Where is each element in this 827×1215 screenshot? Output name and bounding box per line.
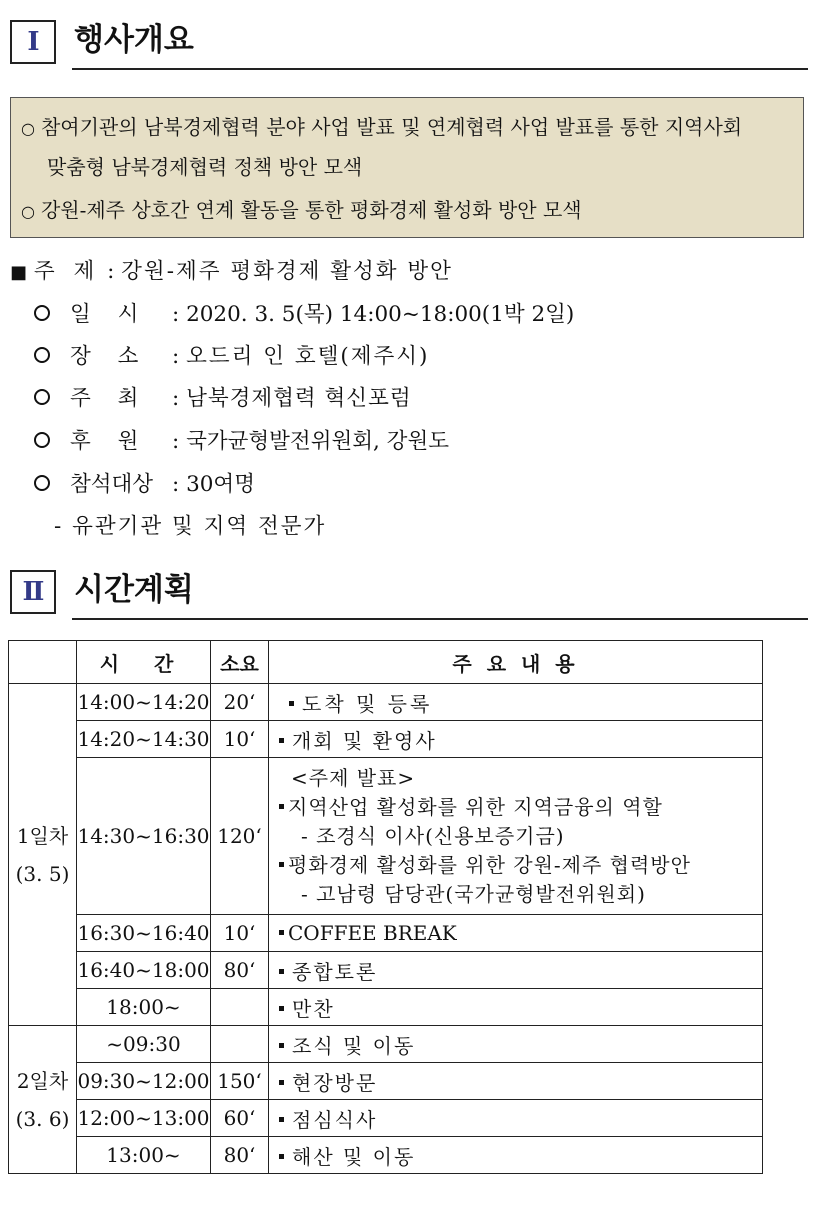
section-1-rule bbox=[72, 68, 808, 70]
section-1-numeral: Ⅰ bbox=[27, 27, 39, 57]
duration-cell: 150‘ bbox=[211, 1063, 269, 1100]
square-bullet-icon bbox=[279, 1117, 284, 1122]
table-row bbox=[9, 758, 763, 915]
content-cell bbox=[269, 1100, 763, 1137]
time-cell: 16:30~16:40 bbox=[77, 915, 211, 952]
section-1-numeral-box bbox=[10, 20, 56, 64]
section-2-rule bbox=[72, 618, 808, 620]
detail-sponsor: 후 원 : 국가균형발전위원회, 강원도 bbox=[34, 427, 449, 457]
table-row bbox=[9, 721, 763, 758]
detail-label: 주 최 bbox=[70, 386, 149, 411]
detail-label: 장 소 bbox=[70, 344, 149, 369]
time-cell: 12:00~13:00 bbox=[77, 1100, 211, 1137]
table-row bbox=[9, 1137, 763, 1174]
duration-cell: 80‘ bbox=[211, 1137, 269, 1174]
theme-line: ■ 주 제 : 강원-제주 평화경제 활성화 방안 bbox=[10, 259, 453, 284]
duration-cell: 80‘ bbox=[211, 952, 269, 989]
detail-value: 2020. 3. 5(목) 14:00~18:00(1박 2일) bbox=[186, 302, 575, 327]
circle-bullet-icon bbox=[34, 475, 50, 491]
circle-bullet-icon: ○ bbox=[21, 119, 35, 138]
content-heading: <주제 발표> bbox=[291, 765, 416, 790]
square-bullet-icon bbox=[279, 1154, 284, 1159]
day-1-date: (3. 5) bbox=[15, 861, 70, 886]
square-bullet-icon bbox=[279, 1043, 284, 1048]
duration-cell: 10‘ bbox=[211, 721, 269, 758]
detail-label: 참석대상 bbox=[70, 472, 154, 497]
overview-line-1 bbox=[21, 113, 742, 143]
content-cell bbox=[269, 1026, 763, 1063]
header-day bbox=[9, 641, 77, 684]
overview-box bbox=[10, 97, 804, 238]
content-cell bbox=[269, 758, 763, 915]
time-cell: 18:00~ bbox=[77, 989, 211, 1026]
detail-venue: 장 소 : 오드리 인 호텔(제주시) bbox=[34, 342, 429, 372]
content-text: 평화경제 활성화를 위한 강원-제주 협력방안 bbox=[288, 852, 691, 877]
theme-label: 주 제 bbox=[33, 259, 101, 284]
circle-bullet-icon bbox=[34, 305, 50, 321]
table-row bbox=[9, 952, 763, 989]
table-header-row bbox=[9, 641, 763, 684]
content-cell bbox=[269, 684, 763, 721]
duration-cell: 60‘ bbox=[211, 1100, 269, 1137]
content-cell bbox=[269, 915, 763, 952]
overview-text-2: 맞춤형 남북경제협력 정책 방안 모색 bbox=[47, 155, 363, 179]
duration-cell: 10‘ bbox=[211, 915, 269, 952]
content-item bbox=[269, 793, 762, 822]
header-duration: 소요 bbox=[211, 641, 269, 684]
content-cell bbox=[269, 721, 763, 758]
square-bullet-icon bbox=[289, 701, 294, 706]
content-cell bbox=[269, 1137, 763, 1174]
schedule-table bbox=[8, 640, 763, 1174]
overview-line-3 bbox=[21, 196, 582, 226]
day-1-cell bbox=[9, 684, 77, 1026]
square-bullet-icon: ■ bbox=[10, 262, 28, 283]
square-bullet-icon bbox=[279, 1006, 284, 1011]
content-text: 만찬 bbox=[292, 996, 335, 1021]
detail-value: 30여명 bbox=[186, 472, 255, 497]
circle-bullet-icon bbox=[34, 432, 50, 448]
table-row bbox=[9, 1100, 763, 1137]
section-1-title: 행사개요 bbox=[74, 22, 194, 58]
square-bullet-icon bbox=[279, 930, 284, 935]
day-1-label: 1일차 bbox=[16, 823, 69, 848]
content-text: 개회 및 환영사 bbox=[292, 728, 437, 753]
overview-text-3: 강원-제주 상호간 연계 활동을 통한 평화경제 활성화 방안 모색 bbox=[40, 198, 582, 222]
content-text: 해산 및 이동 bbox=[292, 1144, 416, 1169]
time-cell: 09:30~12:00 bbox=[77, 1063, 211, 1100]
overview-line-2 bbox=[47, 153, 362, 181]
content-text: 조식 및 이동 bbox=[292, 1033, 416, 1058]
content-item bbox=[269, 851, 762, 880]
square-bullet-icon bbox=[279, 738, 284, 743]
day-2-cell bbox=[9, 1026, 77, 1174]
detail-label: 일 시 bbox=[70, 302, 149, 327]
time-cell: ~09:30 bbox=[77, 1026, 211, 1063]
time-cell: 13:00~ bbox=[77, 1137, 211, 1174]
content-text: 점심식사 bbox=[292, 1107, 378, 1132]
content-text: COFFEE BREAK bbox=[288, 921, 457, 945]
table-row bbox=[9, 684, 763, 721]
content-subitem: - 조경식 이사(신용보증기금) bbox=[301, 823, 565, 848]
detail-host: 주 최 : 남북경제협력 혁신포럼 bbox=[34, 384, 412, 414]
time-cell: 14:20~14:30 bbox=[77, 721, 211, 758]
content-text: 지역산업 활성화를 위한 지역금융의 역할 bbox=[288, 794, 663, 819]
content-text: 도착 및 등록 bbox=[302, 691, 433, 716]
theme-value: 강원-제주 평화경제 활성화 방안 bbox=[121, 259, 453, 284]
table-row bbox=[9, 915, 763, 952]
detail-date: 일 시 : 2020. 3. 5(목) 14:00~18:00(1박 2일) bbox=[34, 300, 574, 330]
duration-cell bbox=[211, 1026, 269, 1063]
time-cell: 16:40~18:00 bbox=[77, 952, 211, 989]
day-2-label: 2일차 bbox=[16, 1068, 69, 1093]
table-row bbox=[9, 1063, 763, 1100]
table-row bbox=[9, 989, 763, 1026]
circle-bullet-icon bbox=[34, 389, 50, 405]
section-2-title: 시간계획 bbox=[74, 572, 194, 608]
content-cell bbox=[269, 989, 763, 1026]
section-2-header bbox=[10, 570, 808, 620]
overview-text-1: 참여기관의 남북경제협력 분야 사업 발표 및 연계협력 사업 발표를 통한 지역사회 bbox=[40, 115, 743, 139]
content-subitem: - 고남령 담당관(국가균형발전위원회) bbox=[301, 881, 646, 906]
circle-bullet-icon: ○ bbox=[21, 202, 35, 221]
attendees-sub: - 유관기관 및 지역 전문가 bbox=[54, 514, 327, 539]
content-cell bbox=[269, 1063, 763, 1100]
section-1-header bbox=[10, 20, 808, 70]
content-text: 현장방문 bbox=[292, 1070, 378, 1095]
content-cell bbox=[269, 952, 763, 989]
circle-bullet-icon bbox=[34, 347, 50, 363]
duration-cell bbox=[211, 989, 269, 1026]
square-bullet-icon bbox=[279, 862, 284, 867]
day-2-date: (3. 6) bbox=[15, 1106, 70, 1131]
section-2-numeral: Ⅱ bbox=[22, 577, 44, 607]
time-cell: 14:30~16:30 bbox=[77, 758, 211, 915]
table-row bbox=[9, 1026, 763, 1063]
square-bullet-icon bbox=[279, 804, 284, 809]
header-time: 시 간 bbox=[77, 641, 211, 684]
square-bullet-icon bbox=[279, 969, 284, 974]
duration-cell: 120‘ bbox=[211, 758, 269, 915]
section-2-numeral-box bbox=[10, 570, 56, 614]
duration-cell: 20‘ bbox=[211, 684, 269, 721]
square-bullet-icon bbox=[279, 1080, 284, 1085]
detail-attendees: 참석대상 : 30여명 bbox=[34, 470, 255, 500]
detail-value: 오드리 인 호텔(제주시) bbox=[186, 344, 430, 369]
detail-label: 후 원 bbox=[70, 429, 149, 454]
detail-value: 남북경제협력 혁신포럼 bbox=[186, 386, 412, 411]
time-cell: 14:00~14:20 bbox=[77, 684, 211, 721]
header-content: 주 요 내 용 bbox=[269, 641, 763, 684]
detail-value: 국가균형발전위원회, 강원도 bbox=[186, 429, 449, 454]
content-text: 종합토론 bbox=[292, 959, 378, 984]
